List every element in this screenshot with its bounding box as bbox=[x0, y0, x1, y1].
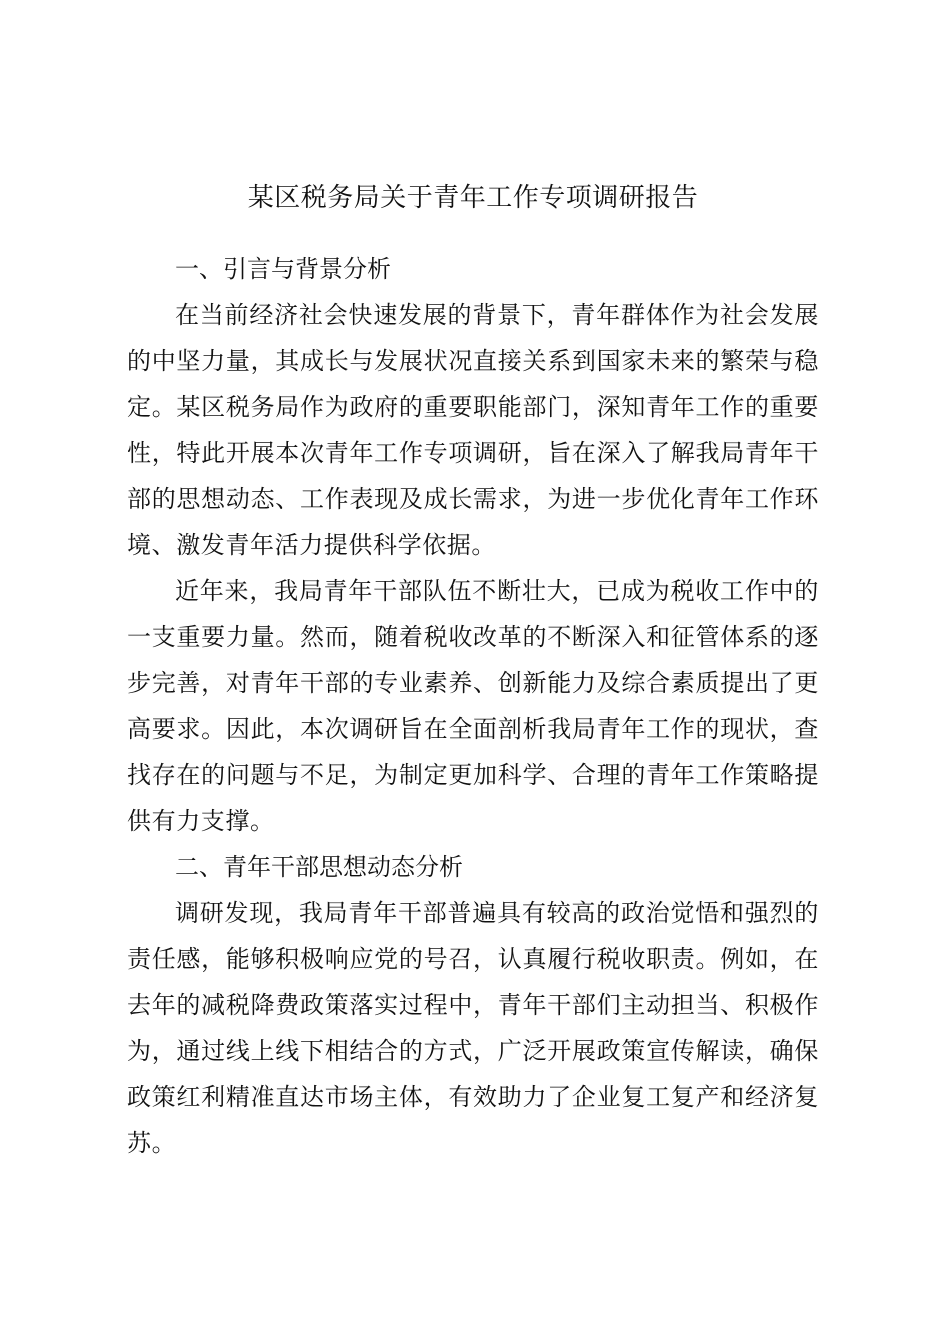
section-heading: 二、青年干部思想动态分析 bbox=[175, 853, 463, 881]
section-ideology-analysis bbox=[127, 844, 819, 1166]
document-title: 某区税务局关于青年工作专项调研报告 bbox=[247, 183, 699, 213]
section-heading: 一、引言与背景分析 bbox=[175, 255, 391, 283]
section-introduction bbox=[127, 246, 819, 844]
document-page bbox=[127, 178, 819, 1166]
paragraph: 在当前经济社会快速发展的背景下，青年群体作为社会发展的中坚力量，其成长与发展状况直接关系到国家未来的繁荣与稳定。某区税务局作为政府的重要职能部门，深知青年工作的重要性，特此开展本次青年工作专项调研，旨在深入了解我局青年干部的思想动态、工作表现及成长需求，为进一步优化青年工作环境、激发青年活力提供科学依据。 bbox=[127, 301, 819, 559]
paragraph: 调研发现，我局青年干部普遍具有较高的政治觉悟和强烈的责任感，能够积极响应党的号召，认真履行税收职责。例如，在去年的减税降费政策落实过程中，青年干部们主动担当、积极作为，通过线上线下相结合的方式，广泛开展政策宣传解读，确保政策红利精准直达市场主体，有效助力了企业复工复产和经济复苏。 bbox=[127, 899, 819, 1157]
paragraph: 近年来，我局青年干部队伍不断壮大，已成为税收工作中的一支重要力量。然而，随着税收改革的不断深入和征管体系的逐步完善，对青年干部的专业素养、创新能力及综合素质提出了更高要求。因此，本次调研旨在全面剖析我局青年工作的现状，查找存在的问题与不足，为制定更加科学、合理的青年工作策略提供有力支撑。 bbox=[127, 577, 819, 835]
